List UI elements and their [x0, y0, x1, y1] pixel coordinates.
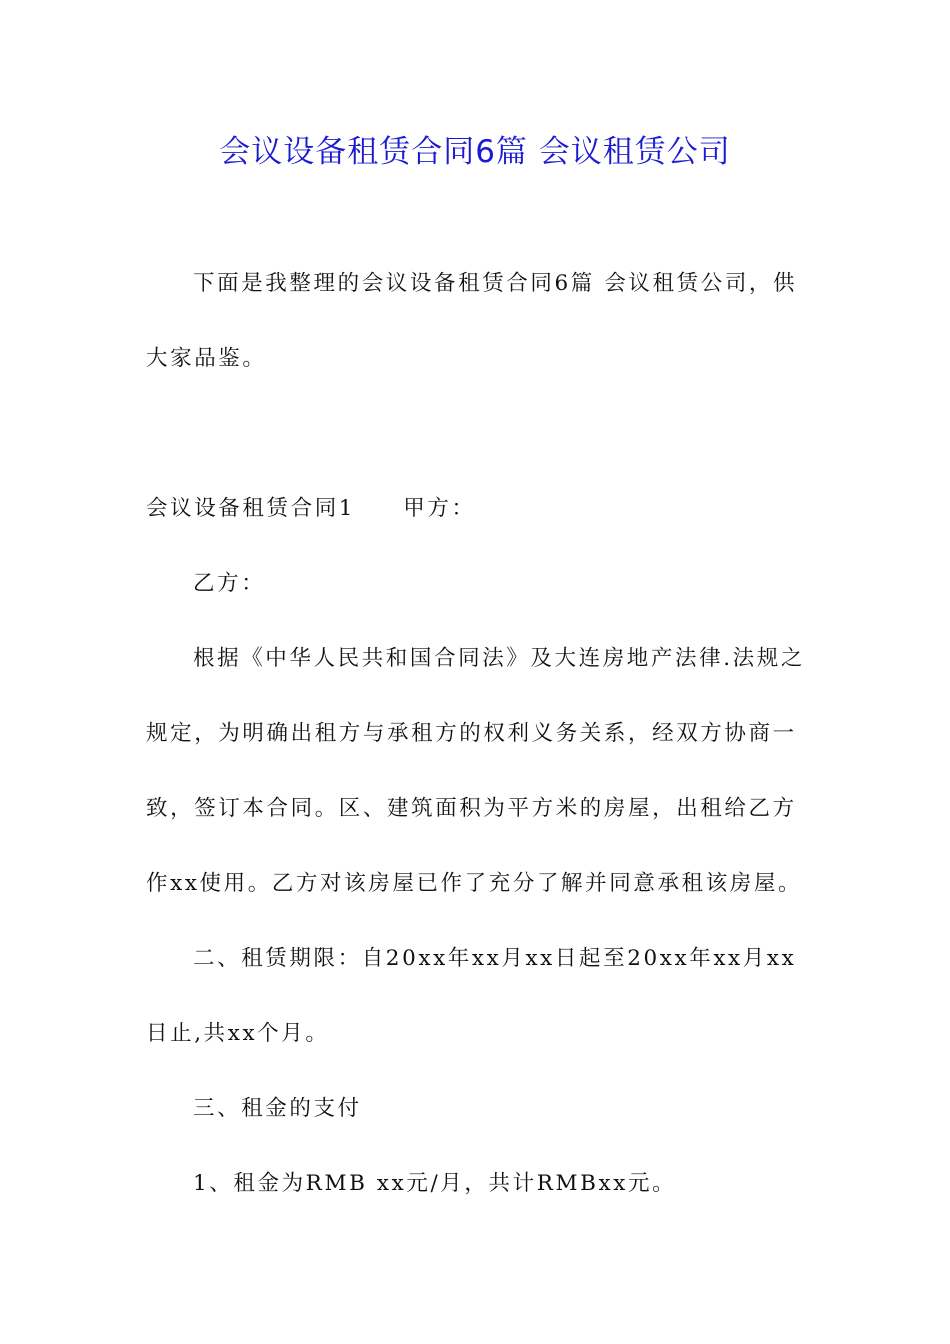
rent-payment-heading: 三、租金的支付	[193, 1096, 362, 1121]
party-b-line: 乙方：	[193, 571, 266, 596]
clause-text-line-1: 根据《中华人民共和国合同法》及大连房地产法律.法规之	[193, 646, 805, 671]
lease-term-line-1: 二、租赁期限：自20xx年xx月xx日起至20xx年xx月xx	[193, 946, 797, 971]
lease-term-line-2: 日止,共xx个月。	[146, 1021, 330, 1046]
clause-text-line-3: 致，签订本合同。区、建筑面积为平方米的房屋，出租给乙方	[146, 796, 797, 821]
clause-text-line-4: 作xx使用。乙方对该房屋已作了充分了解并同意承租该房屋。	[146, 871, 803, 896]
intro-line-2: 大家品鉴。	[146, 346, 267, 371]
intro-line-1: 下面是我整理的会议设备租赁合同6篇 会议租赁公司，供	[193, 271, 798, 296]
contract-heading-party-a: 会议设备租赁合同1 甲方：	[146, 496, 476, 521]
clause-text-line-2: 规定，为明确出租方与承租方的权利义务关系，经双方协商一	[146, 721, 797, 746]
rent-amount-line: 1、租金为RMB xx元/月，共计RMBxx元。	[193, 1171, 677, 1196]
document-title: 会议设备租赁合同6篇 会议租赁公司	[219, 134, 731, 170]
